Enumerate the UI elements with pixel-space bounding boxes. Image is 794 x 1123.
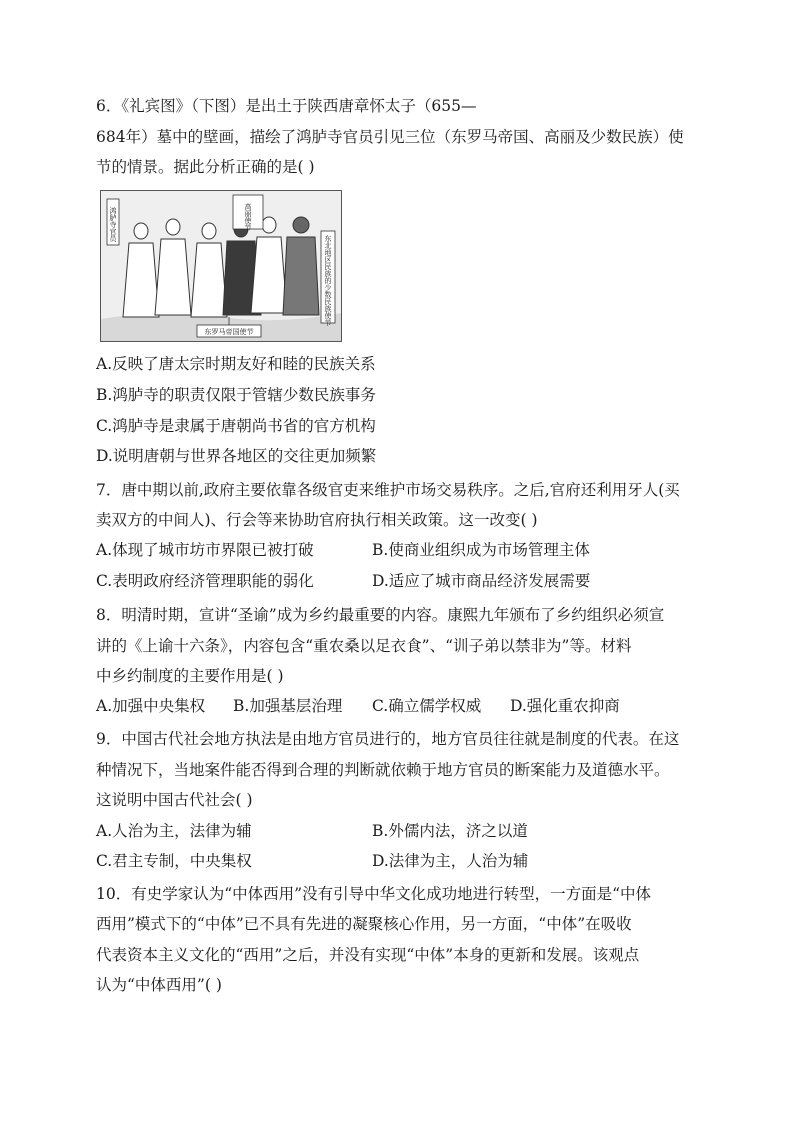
q9-option-c: C.君主专制，中央集权 xyxy=(96,852,252,870)
q7-stem-line-2: 卖双方的中间人)、行会等来协助官府执行相关政策。这一改变( ) xyxy=(96,511,538,529)
q7-option-a: A.体现了城市坊市界限已被打破 xyxy=(96,541,314,559)
q9-option-d: D.法律为主，人治为辅 xyxy=(372,852,529,870)
q9-stem-line-2: 种情况下，当地案件能否得到合理的判断就依赖于地方官员的断案能力及道德水平。 xyxy=(96,761,670,779)
label-byzantine-envoy: 东罗马帝国使节 xyxy=(204,328,254,336)
q6-option-c: C.鸿胪寺是隶属于唐朝尚书省的官方机构 xyxy=(96,417,376,435)
q9-option-b: B.外儒内法，济之以道 xyxy=(372,822,528,840)
q8-stem-line-1: 8．明清时期，宣讲“圣谕”成为乡约最重要的内容。康熙九年颁布了乡约组织必须宣 xyxy=(96,606,665,624)
q9-option-a: A.人治为主，法律为辅 xyxy=(96,822,252,840)
q7-option-b: B.使商业组织成为市场管理主体 xyxy=(372,541,590,559)
q10-stem-line-3: 代表资本主义文化的“西用”之后，并没有实现“中体”本身的更新和发展。该观点 xyxy=(96,946,640,964)
q6-stem-line-2: 684年）墓中的壁画，描绘了鸿胪寺官员引见三位（东罗马帝国、高丽及少数民族）使 xyxy=(96,128,684,146)
q8-option-d: D.强化重农抑商 xyxy=(510,697,620,715)
label-northeast-envoy: 东北地区民族的少数民族使节 xyxy=(324,235,332,326)
q6-stem-line-1: 6．《礼宾图》（下图）是出土于陕西唐章怀太子（655— xyxy=(96,97,477,115)
q9-stem-line-1: 9．中国古代社会地方执法是由地方官员进行的，地方官员往往就是制度的代表。在这 xyxy=(96,730,680,748)
q8-stem-line-3: 中乡约制度的主要作用是( ) xyxy=(96,667,284,685)
q10-stem-line-2: 西用”模式下的“中体”已不具有先进的凝聚核心作用，另一方面，“中体”在吸收 xyxy=(96,915,632,933)
q8-option-a: A.加强中央集权 xyxy=(96,697,206,715)
q6-option-a: A.反映了唐太宗时期友好和睦的民族关系 xyxy=(96,355,376,373)
q7-option-c: C.表明政府经济管理职能的弱化 xyxy=(96,572,314,590)
label-honglu-official: 鸿胪寺官员 xyxy=(109,207,117,242)
q9-stem-line-3: 这说明中国古代社会( ) xyxy=(96,791,253,809)
q6-option-d: D.说明唐朝与世界各地区的交往更加频繁 xyxy=(96,447,377,465)
q7-option-d: D.适应了城市商品经济发展需要 xyxy=(372,572,591,590)
q8-stem-line-2: 讲的《上谕十六条》，内容包含“重农桑以足衣食”、“训子弟以禁非为”等。材料 xyxy=(96,637,632,655)
mural-drawing xyxy=(101,191,341,341)
label-goryeo-envoy: 高丽使节 xyxy=(244,203,252,231)
q6-option-b: B.鸿胪寺的职责仅限于管辖少数民族事务 xyxy=(96,386,376,404)
q10-stem-line-4: 认为“中体西用”( ) xyxy=(96,976,222,994)
q6-stem-line-3: 节的情景。据此分析正确的是( ) xyxy=(96,158,315,176)
mural-illustration xyxy=(100,190,342,342)
q7-stem-line-1: 7．唐中期以前,政府主要依靠各级官吏来维护市场交易秩序。之后,官府还利用牙人(买 xyxy=(96,481,680,499)
q10-stem-line-1: 10．有史学家认为“中体西用”没有引导中华文化成功地进行转型，一方面是“中体 xyxy=(96,885,651,903)
q8-option-c: C.确立儒学权威 xyxy=(372,697,482,715)
q8-option-b: B.加强基层治理 xyxy=(233,697,343,715)
